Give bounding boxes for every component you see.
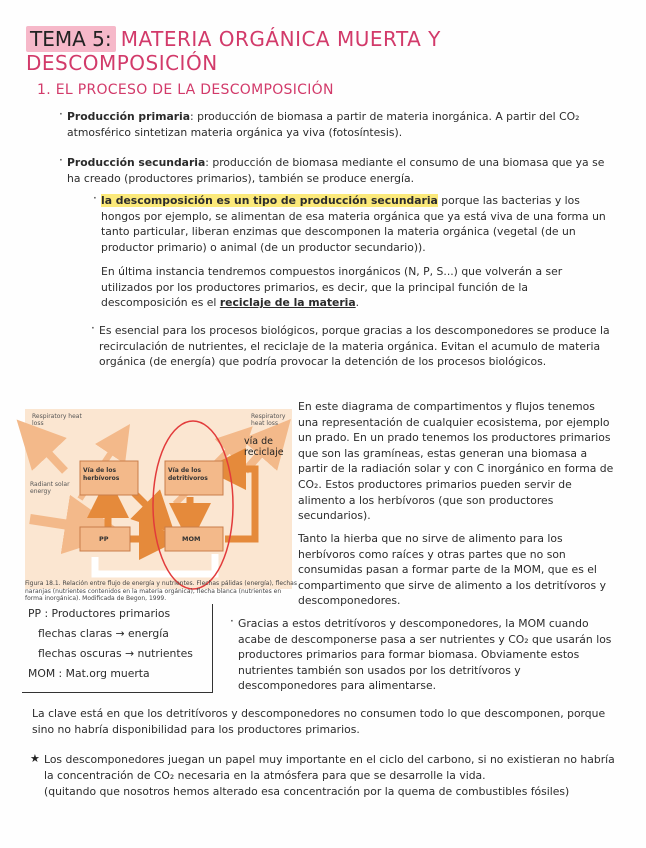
star-icon: ★ bbox=[30, 752, 40, 765]
energy-arrow bbox=[33, 437, 65, 471]
paragraph-produccion-secundaria bbox=[67, 155, 612, 186]
section-heading: 1. EL PROCESO DE LA DESCOMPOSICIÓN bbox=[37, 82, 334, 98]
paragraph-text: Gracias a estos detritívoros y descomponedores, la MOM cuando acabe de descomponerse pasa a ser nutrientes y CO₂ que usarán los productores primarios para formar biomasa. Obviamente estos nutrientes también son usados por los detritívoros y descomponedores para alimentarse. bbox=[238, 617, 612, 693]
paragraph-text: : producción de biomasa a partir de materia inorgánica. A partir del CO₂ atmosférico sintetizan materia orgánica ya viva (fotosíntesis). bbox=[67, 110, 580, 139]
diagram-explanation bbox=[298, 399, 616, 524]
inorganic-nutrient-arrow bbox=[95, 554, 215, 574]
bold-phrase: reciclaje de la materia bbox=[219, 296, 356, 310]
bullet: · bbox=[59, 107, 63, 121]
label-mom: MOM bbox=[182, 535, 201, 543]
bullet: · bbox=[93, 191, 97, 205]
label-pp: PP bbox=[99, 535, 109, 543]
paragraph-clave bbox=[32, 706, 622, 737]
recycling-annotation: vía de reciclaje bbox=[244, 436, 284, 458]
term: Producción secundaria bbox=[67, 156, 206, 169]
paragraph-esencial bbox=[99, 323, 611, 370]
bullet: · bbox=[91, 321, 95, 335]
highlighted-phrase: la descomposición es un tipo de producción secundaria bbox=[101, 194, 438, 207]
legend-pp: PP : Productores primarios bbox=[28, 607, 171, 620]
legend-light-arrows: flechas claras → energía bbox=[38, 627, 169, 640]
label-respiratory-left: Respiratory heat loss bbox=[32, 413, 82, 427]
figure-caption: Figura 18.1. Relación entre flujo de energía y nutrientes. Flechas pálidas (energía), flechas naranjas (nutrientes contenidos en la materia orgánica), flecha blanca (nutrientes en forma inorgánica). Modificada de Begon, 1999. bbox=[25, 580, 297, 602]
label-radiant-energy: Radiant solar energy bbox=[30, 481, 70, 495]
label-respiratory-right: Respiratory heat loss bbox=[251, 413, 286, 427]
paragraph-text: (quitando que nosotros hemos alterado esa concentración por la quema de combustibles fósiles) bbox=[44, 785, 570, 798]
paragraph-text: Es esencial para los procesos biológicos, porque gracias a los descomponedores se produce la recirculación de nutrientes, el reciclaje de la materia orgánica. Evitan el acumulo de materia orgánica (de energía) que podría provocar la detención de los procesos biológicos. bbox=[99, 324, 610, 369]
bullet: · bbox=[230, 614, 234, 628]
term: Producción primaria bbox=[67, 110, 191, 123]
paragraph-text: En este diagrama de compartimentos y flujos tenemos una representación de cualquier ecosistema, por ejemplo un prado. En un prado tenemos los productores primarios que son las gramíneas, estas generan una biomasa a partir de la radiación solar y con C inorgánico en forma de CO₂. Estos productores primarios pueden servir de alimento a los herbívoros (que son productores secundarios). bbox=[298, 400, 614, 523]
tema-title: MATERIA ORGÁNICA MUERTA Y DESCOMPOSICIÓN bbox=[26, 27, 441, 75]
legend-box bbox=[22, 604, 213, 693]
paragraph-descomposicion bbox=[101, 193, 611, 255]
paragraph-text: : producción de biomasa mediante el consumo de una biomasa que ya se ha creado (productores primarios), también se produce energía. bbox=[67, 156, 605, 185]
paragraph-text: . bbox=[355, 296, 360, 310]
paragraph-text: porque las bacterias y los hongos por ejemplo, se alimentan de esa materia orgánica que ya está viva de una forma un tanto particular, liberan enzimas que descomponen la materia orgánica (vegetal (de un productor primario) o animal (de un productor secundario)). bbox=[101, 194, 606, 254]
paragraph-text: Tanto la hierba que no sirve de alimento para los herbívoros como raíces y otras partes que no son consumidas pasan a formar parte de la MOM, que es el compartimento que sirve de alimento a los detritívoros y descomponedores. bbox=[298, 532, 606, 608]
paragraph-produccion-primaria bbox=[67, 109, 612, 140]
paragraph-text: La clave está en que los detritívoros y descomponedores no consumen todo lo que descomponen, porque sino no habría disponibilidad para los productores primarios. bbox=[32, 707, 606, 736]
paragraph-text: Los descomponedores juegan un papel muy importante en el ciclo del carbono, si no existieran no habría la concentración de CO₂ necesaria en la atmósfera para que se desarrolle la vida. bbox=[44, 753, 615, 782]
nutrient-arrow bbox=[225, 469, 255, 539]
page-title bbox=[26, 27, 626, 75]
bullet: · bbox=[59, 153, 63, 167]
paragraph-gracias bbox=[238, 616, 613, 694]
paragraph-text: En última instancia tendremos compuestos inorgánicos (N, P, S...) que volverán a ser utilizados por los productores primarios, es decir, que la principal función de la descomposición es el bbox=[101, 265, 563, 310]
paragraph-reciclaje bbox=[101, 264, 611, 311]
tema-label: TEMA 5: bbox=[26, 26, 116, 52]
legend-mom: MOM : Mat.org muerta bbox=[28, 667, 150, 680]
label-detritivore-path: Vía de los detritívoros bbox=[168, 467, 208, 482]
paragraph-carbono bbox=[44, 752, 624, 783]
label-herbivore-path: Vía de los herbívoros bbox=[83, 467, 120, 482]
diagram-explanation-2 bbox=[298, 531, 616, 609]
paragraph-carbono-note bbox=[44, 784, 624, 800]
legend-dark-arrows: flechas oscuras → nutrientes bbox=[38, 647, 193, 660]
